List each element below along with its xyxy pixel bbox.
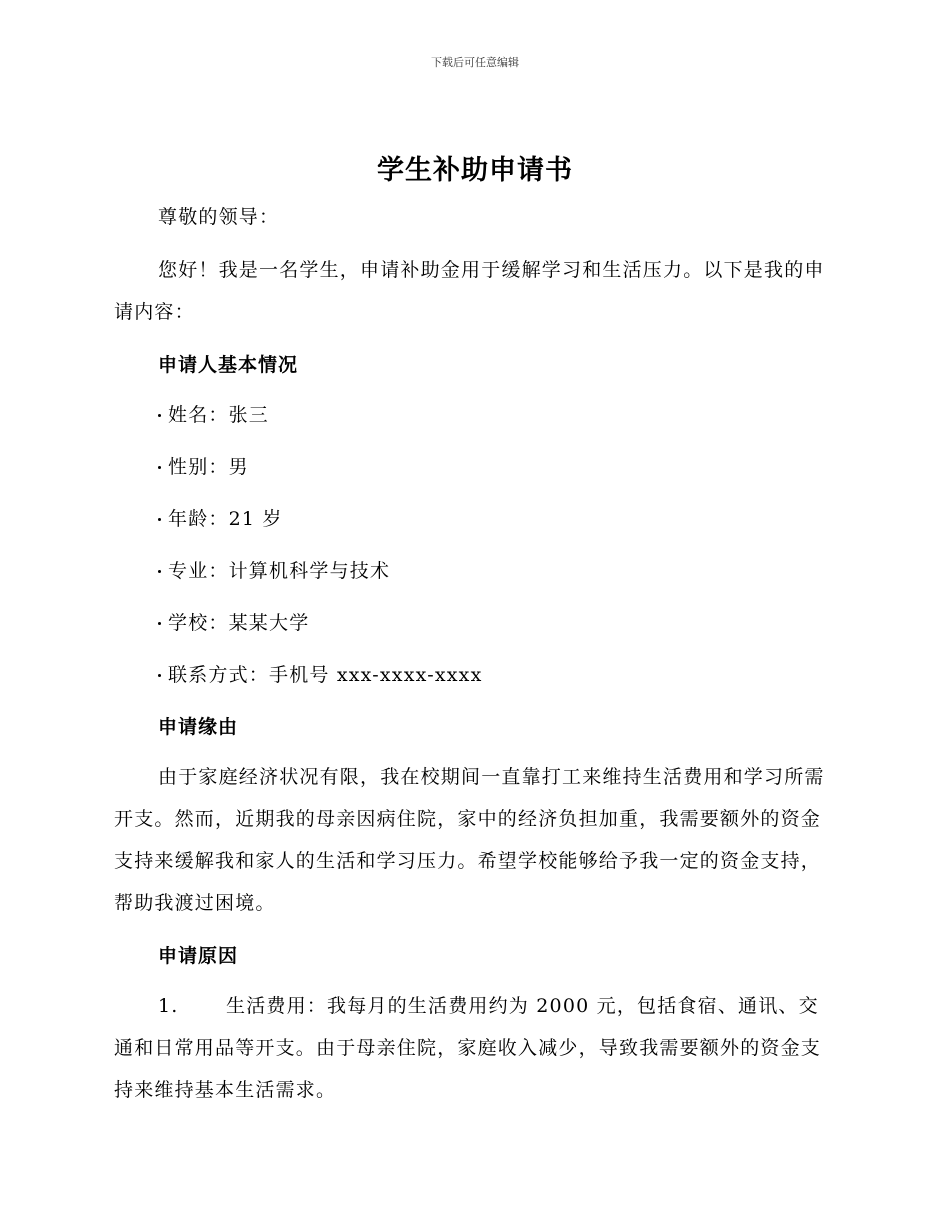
list-item (114, 498, 830, 540)
intro-paragraph: 您好！我是一名学生，申请补助金用于缓解学习和生活压力。以下是我的申请内容： (114, 259, 825, 323)
item-text: 生活费用：我每月的生活费用约为 2000 元，包括食宿、通讯、交通和日常用品等开支。由于母亲住院，家庭收入减少，导致我需要额外的资金支持来维持基本生活需求。 (114, 995, 822, 1101)
list-item (114, 550, 830, 592)
section-heading-cause: 申请原因 (158, 945, 239, 967)
basic-info-list (114, 394, 830, 696)
list-item (114, 394, 830, 436)
document-title: 学生补助申请书 (377, 155, 573, 186)
salutation: 尊敬的领导： (158, 206, 280, 228)
reason-paragraph: 由于家庭经济状况有限，我在校期间一直靠打工来维持生活费用和学习所需开支。然而，近期我的母亲因病住院，家中的经济负担加重，我需要额外的资金支持来缓解我和家人的生活和学习压力。希望学校能够给予我一定的资金支持，帮助我渡过困境。 (114, 766, 825, 914)
list-item-text: 性别：男 (168, 456, 249, 478)
list-item-text: 联系方式：手机号 xxx-xxxx-xxxx (168, 664, 483, 686)
list-item-text: 学校：某某大学 (168, 612, 310, 634)
list-item-text: 专业：计算机科学与技术 (168, 560, 391, 582)
list-item-text: 年龄：21 岁 (168, 508, 283, 530)
item-number: 1. (158, 995, 179, 1017)
section-heading-basic-info: 申请人基本情况 (158, 354, 299, 376)
numbered-item (114, 985, 830, 1111)
list-item (114, 446, 830, 488)
page-header: 下载后可任意编辑 (431, 56, 519, 69)
section-heading-reason: 申请缘由 (158, 716, 239, 738)
list-item (114, 602, 830, 644)
list-item (114, 654, 830, 696)
list-item-text: 姓名：张三 (168, 404, 270, 426)
document-body (114, 196, 830, 1111)
